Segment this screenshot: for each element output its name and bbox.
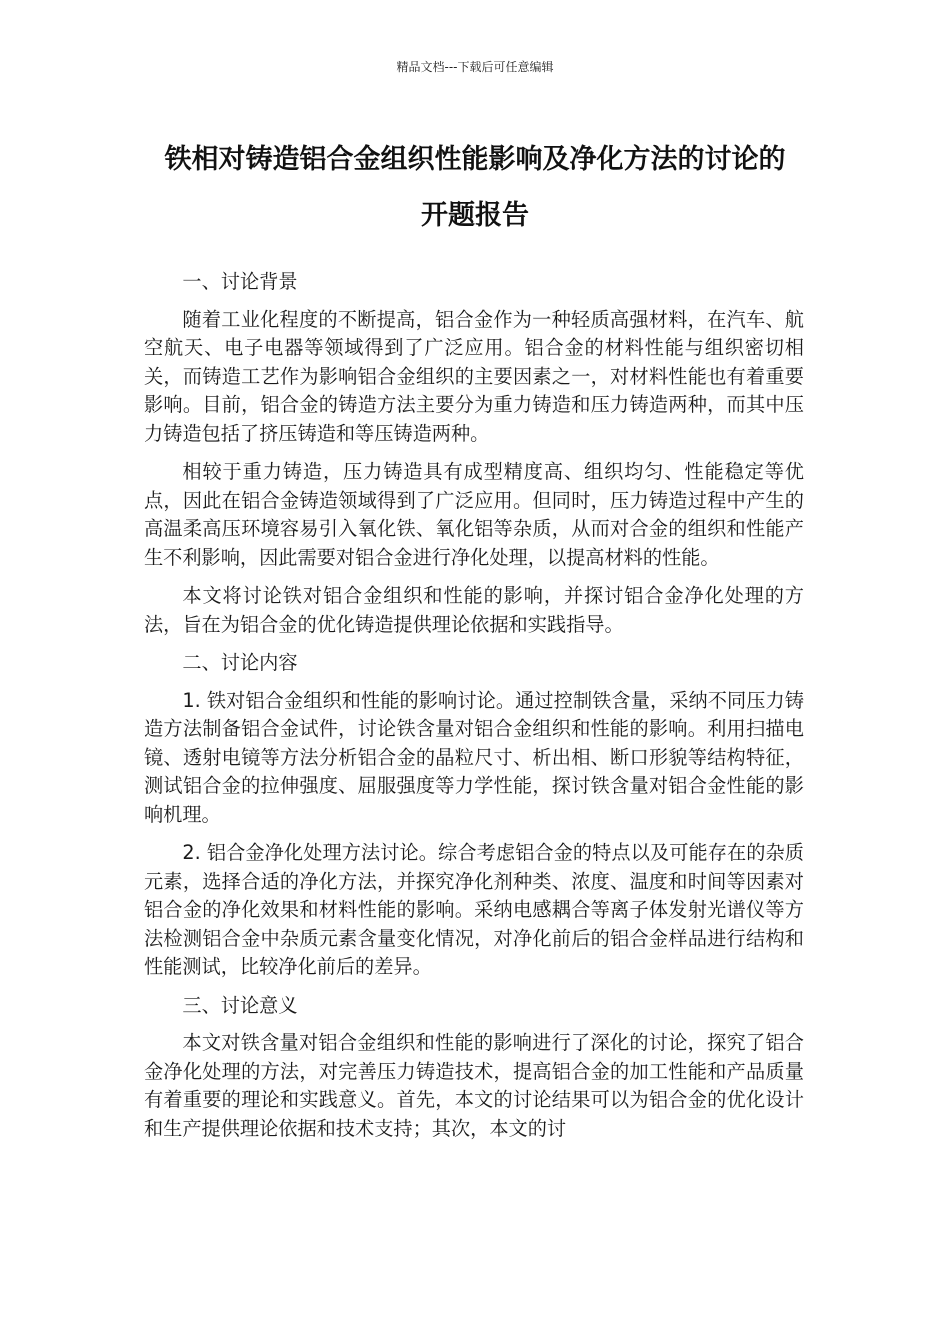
paragraph: 本文将讨论铁对铝合金组织和性能的影响，并探讨铝合金净化处理的方法，旨在为铝合金的优化铸造提供理论依据和实践指导。 xyxy=(144,584,804,636)
paragraph: 相较于重力铸造，压力铸造具有成型精度高、组织均匀、性能稳定等优点，因此在铝合金铸造领域得到了广泛应用。但同时，压力铸造过程中产生的高温柔高压环境容易引入氧化铁、氧化铝等杂质，从而对合金的组织和性能产生不利影响，因此需要对铝合金进行净化处理，以提高材料的性能。 xyxy=(144,460,804,569)
header-note: 精品文档---下载后可任意编辑 xyxy=(396,60,554,74)
title-line-2: 开题报告 xyxy=(421,200,529,231)
paragraph: 2. 铝合金净化处理方法讨论。综合考虑铝合金的特点以及可能存在的杂质元素，选择合适的净化方法，并探究净化剂种类、浓度、温度和时间等因素对铝合金的净化效果和材料性能的影响。采纳电感耦合等离子体发射光谱仪等方法检测铝合金中杂质元素含量变化情况，对净化前后的铝合金样品进行结构和性能测试，比较净化前后的差异。 xyxy=(144,841,804,978)
section-heading-background: 一、讨论背景 xyxy=(182,270,298,293)
document-body xyxy=(144,268,804,1153)
document-title xyxy=(130,132,820,244)
paragraph: 本文对铁含量对铝合金组织和性能的影响进行了深化的讨论，探究了铝合金净化处理的方法，对完善压力铸造技术，提高铝合金的加工性能和产品质量有着重要的理论和实践意义。首先，本文的讨论结果可以为铝合金的优化设计和生产提供理论依据和技术支持；其次，本文的讨 xyxy=(144,1031,804,1140)
section-heading-content: 二、讨论内容 xyxy=(182,651,298,674)
paragraph: 随着工业化程度的不断提高，铝合金作为一种轻质高强材料，在汽车、航空航天、电子电器等领域得到了广泛应用。铝合金的材料性能与组织密切相关，而铸造工艺作为影响铝合金组织的主要因素之一，对材料性能也有着重要影响。目前，铝合金的铸造方法主要分为重力铸造和压力铸造两种，而其中压力铸造包括了挤压铸造和等压铸造两种。 xyxy=(144,307,804,445)
section-heading-significance: 三、讨论意义 xyxy=(182,993,298,1017)
paragraph: 1. 铁对铝合金组织和性能的影响讨论。通过控制铁含量，采纳不同压力铸造方法制备铝合金试件，讨论铁含量对铝合金组织和性能的影响。利用扫描电镜、透射电镜等方法分析铝合金的晶粒尺寸、析出相、断口形貌等结构特征，测试铝合金的拉伸强度、屈服强度等力学性能，探讨铁含量对铝合金性能的影响机理。 xyxy=(144,688,804,826)
title-line-1: 铁相对铸造铝合金组织性能影响及净化方法的讨论的 xyxy=(164,144,786,175)
